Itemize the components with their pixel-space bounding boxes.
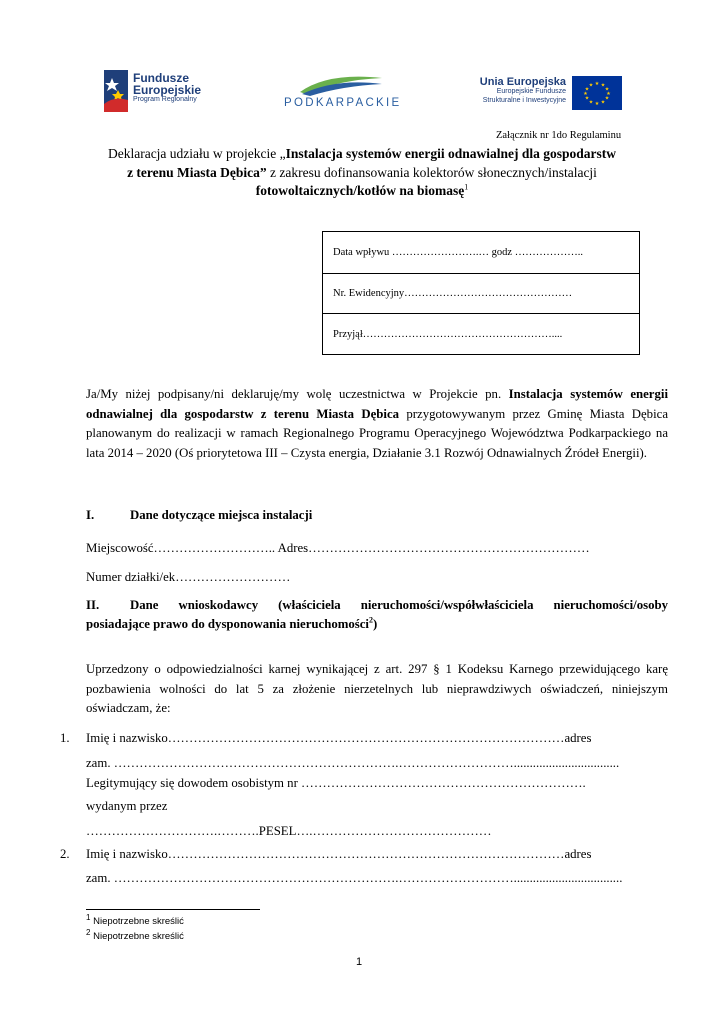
logo-unia-europejska — [464, 76, 624, 112]
logo-fundusze-europejskie — [104, 70, 254, 112]
footnote-separator — [86, 909, 260, 910]
logo-podkarpackie — [284, 70, 404, 114]
svg-text:★: ★ — [583, 91, 588, 97]
svg-text:★: ★ — [584, 95, 590, 102]
fe-logo-line2: Europejskie — [133, 83, 202, 97]
ue-logo-line1: Unia Europejska — [479, 76, 566, 88]
fe-logo-mark-icon — [104, 70, 128, 112]
attachment-note: Załącznik nr 1do Regulaminu — [496, 130, 622, 141]
intro-project-name: Instalacja systemów energii odnawialnej dla gospodarstw z terenu Miasta Dębica — [86, 387, 668, 421]
person1-id-line: Legitymujący się dowodem osobistym nr …………………………………………………………. — [86, 776, 586, 790]
section2-footnote-ref: 2 — [369, 615, 373, 625]
svg-text:★: ★ — [604, 95, 610, 102]
section2-title-text: posiadające prawo do dysponowania nieruchomości — [86, 617, 369, 631]
ue-logo-line3: Strukturalne i Inwestycyjne — [482, 96, 566, 104]
title-line2-bold: z terenu Miasta Dębica” — [127, 164, 267, 180]
plot-number-line: Numer działki/ek……………………… — [86, 570, 291, 584]
person1-pesel-line: ………………………….……….PESEL….…………………………………… — [86, 824, 492, 838]
footnote-2 — [86, 927, 184, 943]
podkarpackie-waves-icon — [298, 70, 384, 96]
section1-number: I. — [86, 508, 95, 522]
box-row-received-by: Przyjął……………………………………………….... — [323, 313, 639, 354]
section2-title-line2 — [86, 617, 377, 632]
svg-text:★: ★ — [594, 81, 600, 87]
document-title — [60, 145, 664, 201]
footnote-2-mark: 2 — [86, 927, 91, 937]
svg-text:★: ★ — [600, 82, 606, 89]
registration-box — [322, 231, 640, 355]
footnote-2-text: Niepotrzebne skreślić — [90, 931, 184, 942]
person2-address-line: zam. ………………………………………………………….……………………….................................. — [86, 871, 623, 885]
page-number: 1 — [356, 956, 363, 968]
person1-issued-line: wydanym przez — [86, 799, 168, 813]
box-row-record-number: Nr. Ewidencyjny………………………………………… — [323, 273, 639, 313]
person2-number: 2. — [60, 847, 70, 861]
intro-paragraph — [86, 385, 668, 463]
svg-text:★: ★ — [606, 91, 611, 97]
section2-title-line1: Dane wnioskodawcy (właściciela nieruchomości/współwłaściciela nieruchomości/osoby — [130, 598, 668, 612]
podkarpackie-text: PODKARPACKIE — [284, 97, 402, 109]
svg-text:★: ★ — [600, 99, 606, 106]
section2-title-end: ) — [373, 617, 378, 631]
section1-title: Dane dotyczące miejsca instalacji — [130, 508, 313, 522]
person1-number: 1. — [60, 731, 70, 745]
ue-logo-line2: Europejskie Fundusze — [496, 88, 566, 95]
title-line1-bold: Instalacja systemów energii odnawialnej dla gospodarstw — [285, 146, 617, 161]
intro-pre: Ja/My niżej podpisany/ni deklaruję/my wolę uczestnictwa w Projekcie pn. — [86, 387, 509, 401]
statement-paragraph: Uprzedzony o odpowiedzialności karnej wynikającej z art. 297 § 1 Kodeksu Karnego przewidującego karę pozbawienia wolności do lat 5 za złożenie nierzetelnych lub nieprawdziwych oświadczeń, niniejszym oświadczam, że: — [86, 662, 668, 715]
footnote-1-text: Niepotrzebne skreślić — [90, 916, 184, 927]
installation-place-line: Miejscowość……………………….. Adres………………………………………………………… — [86, 541, 590, 555]
person1-address-line: zam. ………………………………………………………….………………………................................. — [86, 756, 620, 770]
title-footnote-ref: 1 — [464, 182, 469, 192]
title-line3-bold: fotowoltaicznych/kotłów na biomasę — [255, 183, 465, 198]
intro-post: przygotowywanym przez Gminę Miasta Dębica planowanym do realizacji w ramach Regionalnego Programu Operacyjnego Województwa Podkarpackiego na lata 2014 – 2020 (Oś priorytetowa III – Czysta energia, Działanie 3.1 Rozwój Odnawialnych Źródeł Energii). — [86, 406, 668, 460]
footnote-1 — [86, 912, 184, 928]
footnote-1-mark: 1 — [86, 912, 91, 922]
section2-number: II. — [86, 598, 100, 612]
title-line2-rest: z zakresu dofinansowania kolektorów słonecznych/instalacji — [266, 164, 597, 180]
fe-logo-line1: Fundusze — [133, 71, 189, 85]
svg-text:★: ★ — [588, 82, 594, 89]
box-row-date: Data wpływu …………………….… godz ……………….. — [333, 247, 583, 258]
svg-text:★: ★ — [584, 86, 590, 93]
eu-flag-icon — [572, 76, 622, 110]
svg-text:★: ★ — [594, 101, 600, 107]
svg-text:★: ★ — [604, 86, 610, 93]
title-line1-pre: Deklaracja udziału w projekcie „ — [107, 146, 286, 161]
svg-text:★: ★ — [588, 99, 594, 106]
fe-logo-line3: Program Regionalny — [133, 96, 197, 103]
person2-name-line: Imię i nazwisko…………………………………………………………………………………adres — [86, 847, 592, 861]
person1-name-line: Imię i nazwisko…………………………………………………………………………………adres — [86, 731, 592, 745]
